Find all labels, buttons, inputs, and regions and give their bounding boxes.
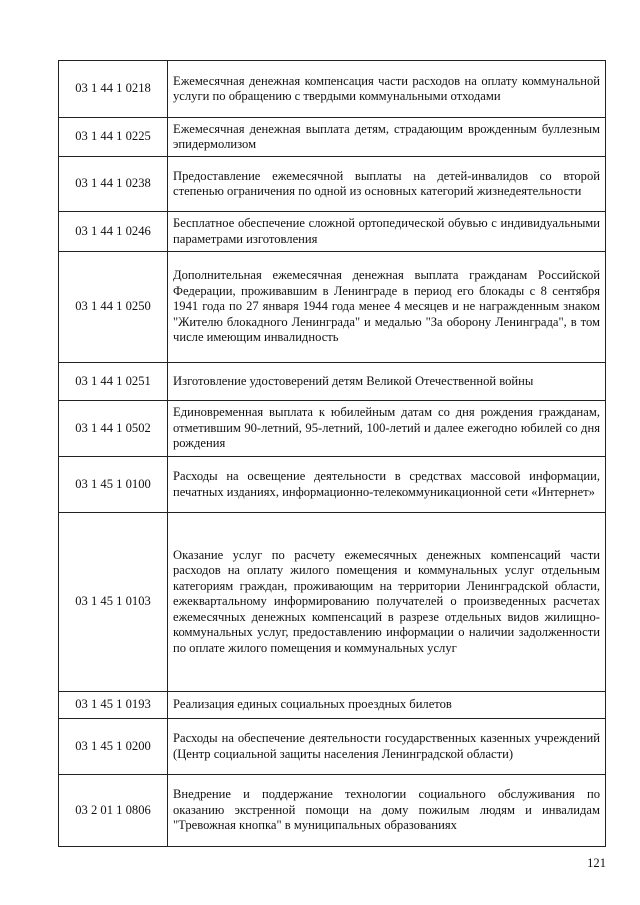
description-cell: Бесплатное обеспечение сложной ортопедической обувью с индивидуальными параметрами изготовления [168, 212, 606, 252]
table-row [59, 212, 606, 252]
table-row [59, 513, 606, 692]
table-row [59, 401, 606, 457]
budget-code-cell: 03 1 44 1 0246 [59, 212, 168, 252]
description-cell: Дополнительная ежемесячная денежная выплата гражданам Российской Федерации, проживавшим в Ленинграде в период его блокады с 8 сентября 1941 года по 27 января 1944 года менее 4 месяцев и не награжденным знаком "Жителю блокадного Ленинграда" и медалью "За оборону Ленинграда", в том числе имеющим инвалидность [168, 252, 606, 363]
budget-code-cell: 03 1 44 1 0225 [59, 118, 168, 157]
budget-code-cell: 03 1 44 1 0238 [59, 157, 168, 212]
description-cell: Ежемесячная денежная выплата детям, страдающим врожденным буллезным эпидермолизом [168, 118, 606, 157]
description-cell: Предоставление ежемесячной выплаты на детей-инвалидов со второй степенью ограничения по одной из основных категорий жизнедеятельности [168, 157, 606, 212]
budget-code-cell: 03 1 45 1 0103 [59, 513, 168, 692]
budget-code-cell: 03 2 01 1 0806 [59, 775, 168, 847]
table-row [59, 363, 606, 401]
description-cell: Оказание услуг по расчету ежемесячных денежных компенсаций части расходов на оплату жилого помещения и коммунальных услуг отдельным категориям граждан, проживающим на территории Ленинградской области, ежеквартальному информированию получателей о произведенных расчетах ежемесячных денежных компенсаций в разрезе отдельных видов жилищно-коммунальных услуг, предоставлению информации о наличии задолженности по оплате жилого помещения и коммунальных услуг [168, 513, 606, 692]
description-cell: Единовременная выплата к юбилейным датам со дня рождения гражданам, отметившим 90-летний, 95-летний, 100-летий и далее ежегодно юбилей со дня рождения [168, 401, 606, 457]
budget-code-cell: 03 1 44 1 0218 [59, 61, 168, 118]
table-row [59, 457, 606, 513]
description-cell: Расходы на освещение деятельности в средствах массовой информации, печатных изданиях, информационно-телекоммуникационной сети «Интернет» [168, 457, 606, 513]
budget-code-table [58, 60, 606, 847]
table-row [59, 61, 606, 118]
page-number: 121 [587, 856, 606, 870]
table-row [59, 118, 606, 157]
budget-code-cell: 03 1 44 1 0251 [59, 363, 168, 401]
budget-code-cell: 03 1 45 1 0100 [59, 457, 168, 513]
table-row [59, 692, 606, 719]
budget-code-cell: 03 1 45 1 0200 [59, 719, 168, 775]
budget-code-cell: 03 1 45 1 0193 [59, 692, 168, 719]
table-row [59, 719, 606, 775]
description-cell: Изготовление удостоверений детям Великой Отечественной войны [168, 363, 606, 401]
description-cell: Расходы на обеспечение деятельности государственных казенных учреждений (Центр социальной защиты населения Ленинградской области) [168, 719, 606, 775]
budget-code-cell: 03 1 44 1 0250 [59, 252, 168, 363]
budget-code-cell: 03 1 44 1 0502 [59, 401, 168, 457]
description-cell: Ежемесячная денежная компенсация части расходов на оплату коммунальной услуги по обращению с твердыми коммунальными отходами [168, 61, 606, 118]
table-row [59, 775, 606, 847]
description-cell: Внедрение и поддержание технологии социального обслуживания по оказанию экстренной помощи на дому пожилым людям и инвалидам "Тревожная кнопка" в муниципальных образованиях [168, 775, 606, 847]
table-row [59, 252, 606, 363]
description-cell: Реализация единых социальных проездных билетов [168, 692, 606, 719]
table-row [59, 157, 606, 212]
